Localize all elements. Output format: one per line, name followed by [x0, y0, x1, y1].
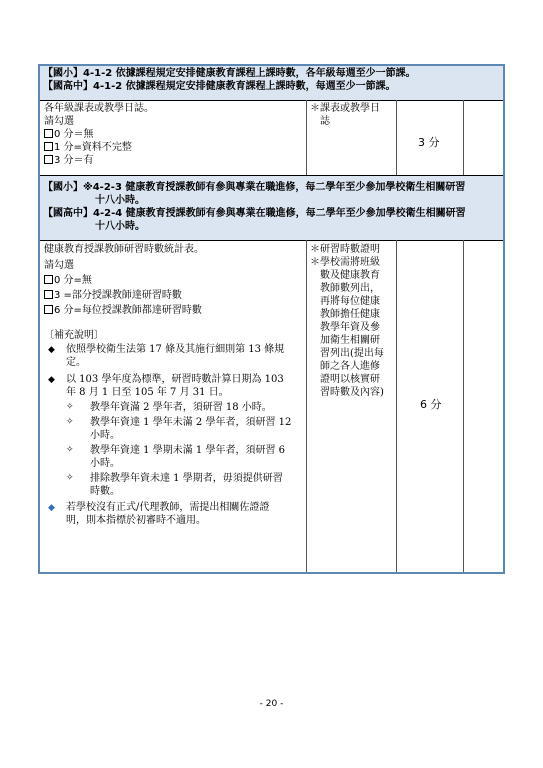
option-label: 0 分=無 — [54, 275, 92, 286]
list-item — [44, 343, 306, 369]
option-label: 1 分=資料不完整 — [54, 142, 132, 153]
divider — [396, 240, 397, 572]
divider — [463, 240, 464, 572]
divider — [306, 100, 307, 175]
option-1[interactable] — [44, 141, 306, 154]
evidence-line: 習列出(提出每 — [320, 348, 384, 359]
item-line: 教學年資達 1 學年未滿 2 學年者，須研習 12 — [90, 417, 292, 428]
evidence-cell — [310, 102, 394, 128]
list-item — [44, 373, 306, 399]
item-line: 定。 — [66, 357, 86, 368]
diamond-bullet-icon: ◆ — [48, 503, 55, 513]
criteria-description: 各年級課表或教學日誌。 — [44, 103, 154, 114]
header-line: 【國高中】4-1-2 依據課程規定安排健康教育課程上課時數，每週至少一節課。 — [43, 81, 396, 92]
evaluation-table — [38, 64, 505, 574]
divider — [40, 240, 503, 241]
option-6[interactable] — [44, 304, 306, 317]
check-label: 請勾選 — [44, 260, 74, 271]
header-line: 【國小】4-1-2 依據課程規定安排健康教育課程上課時數，各年級每週至少一節課。 — [43, 68, 416, 79]
evidence-line: 證明以核實研 — [320, 374, 380, 385]
checkbox-icon[interactable] — [44, 142, 53, 151]
checkbox-icon[interactable] — [44, 305, 53, 314]
header-line: 【國高中】4-2-4 健康教育授課教師有參與專業在職進修，每二學年至少參加學校衛生相關研習 — [43, 208, 466, 219]
divider — [463, 100, 464, 175]
evidence-line: 師之各人進修 — [320, 361, 380, 372]
diamond-outline-icon: ✧ — [66, 417, 74, 427]
criteria-cell — [44, 102, 306, 167]
item-line: 教學年資達 1 學期未滿 1 學年者，須研習 6 — [90, 445, 285, 456]
check-label: 請勾選 — [44, 116, 74, 127]
evidence-line: 教師數列出， — [320, 283, 380, 294]
score-value: 3 分 — [418, 136, 440, 149]
score-value: 6 分 — [420, 398, 442, 411]
evidence-line: 教師擔任健康 — [320, 309, 380, 320]
item-line: 若學校沒有正式/代理教師，需提出相關佐證證 — [66, 502, 270, 513]
evidence-line: 數及健康教育 — [320, 270, 380, 281]
divider — [396, 100, 397, 175]
diamond-bullet-icon: ◆ — [48, 375, 55, 385]
divider — [306, 240, 307, 572]
checkbox-icon[interactable] — [44, 129, 53, 138]
diamond-outline-icon: ✧ — [66, 473, 74, 483]
item-line: 時數。 — [90, 486, 120, 497]
option-label: 3 =部分授課教師達研習時數 — [54, 290, 182, 301]
item-line: 小時。 — [90, 458, 120, 469]
evidence-line: ＊研習時數證明 — [310, 244, 380, 255]
page-number: - 20 - — [259, 699, 284, 709]
item-line: 教學年資滿 2 學年者，須研習 18 小時。 — [90, 402, 272, 413]
sub-item — [44, 416, 306, 442]
indicator-header-4-2 — [40, 176, 503, 240]
sub-item — [44, 472, 306, 498]
sub-item — [44, 401, 306, 414]
item-line: 明，則本指標於初審時不適用。 — [66, 515, 206, 526]
diamond-outline-icon: ✧ — [66, 445, 74, 455]
indicator-header-4-1-2 — [40, 66, 503, 100]
diamond-outline-icon: ✧ — [66, 402, 74, 412]
checkbox-icon[interactable] — [44, 275, 53, 284]
checkbox-icon[interactable] — [44, 155, 53, 164]
evidence-line: 加衛生相關研 — [320, 335, 380, 346]
option-0[interactable] — [44, 274, 306, 287]
supplement-title: 〔補充說明〕 — [44, 330, 104, 341]
evidence-line: 再將每位健康 — [320, 296, 380, 307]
criteria-description: 健康教育授課教師研習時數統計表。 — [44, 244, 204, 255]
evidence-line: ＊學校需將班級 — [310, 257, 380, 268]
option-0[interactable] — [44, 128, 306, 141]
diamond-bullet-icon: ◆ — [48, 345, 55, 355]
evidence-line: 誌 — [320, 116, 330, 127]
item-line: 年 8 月 1 日至 105 年 7 月 31 日。 — [66, 387, 229, 398]
item-line: 排除教學年資未達 1 學期者，毋須提供研習 — [90, 473, 283, 484]
option-label: 6 分=每位授課教師都達研習時數 — [54, 305, 202, 316]
evidence-line: 習時數及內容) — [320, 387, 384, 398]
supplement-list — [44, 501, 306, 527]
header-line: 十八小時。 — [95, 195, 145, 206]
divider — [40, 100, 503, 101]
criteria-cell — [44, 243, 306, 527]
sub-item — [44, 444, 306, 470]
item-line: 以 103 學年度為標準，研習時數計算日期為 103 — [66, 374, 284, 385]
supplement-list — [44, 343, 306, 399]
checkbox-icon[interactable] — [44, 290, 53, 299]
evidence-line: ＊課表或教學日 — [310, 103, 380, 114]
item-line: 小時。 — [90, 430, 120, 441]
header-line: 十八小時。 — [95, 221, 145, 232]
item-line: 依照學校衛生法第 17 條及其施行細則第 13 條規 — [66, 344, 285, 355]
list-item — [44, 501, 306, 527]
option-label: 3 分＝有 — [54, 155, 94, 166]
header-line: 【國小】※4-2-3 健康教育授課教師有參與專業在職進修，每二學年至少參加學校衛生相關研習 — [43, 182, 466, 193]
evidence-line: 教學年資及參 — [320, 322, 380, 333]
option-3[interactable] — [44, 154, 306, 167]
evidence-cell — [310, 243, 396, 399]
option-3[interactable] — [44, 289, 306, 302]
option-label: 0 分＝無 — [54, 129, 94, 140]
